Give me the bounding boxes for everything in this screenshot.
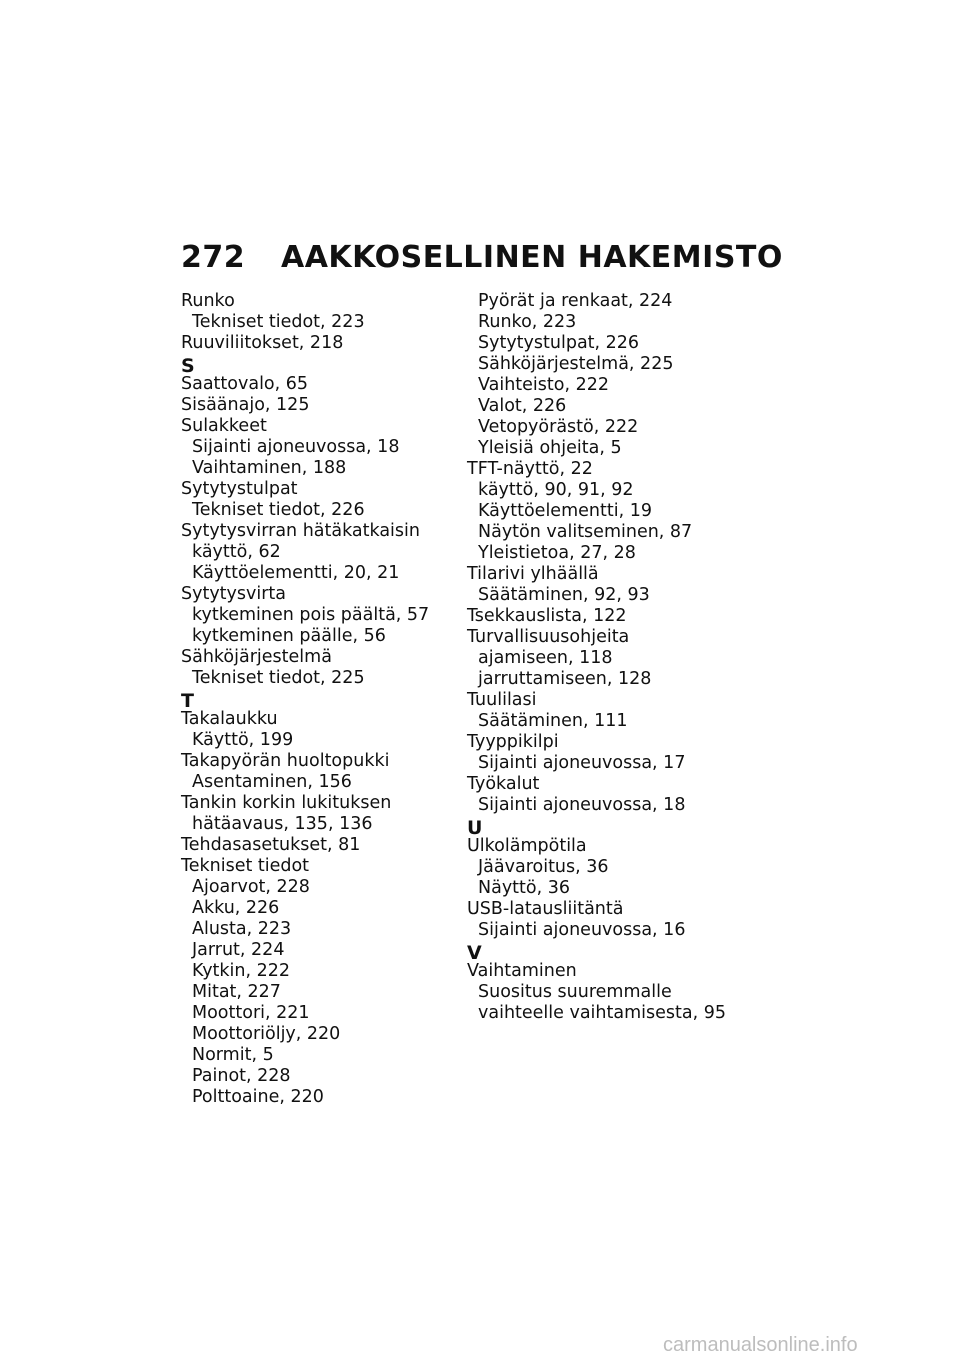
index-entry: Saattovalo, 65 bbox=[181, 374, 309, 394]
index-entry: Sytytysvirta bbox=[181, 584, 287, 604]
page-header bbox=[181, 240, 783, 275]
index-letter-heading: S bbox=[181, 355, 195, 377]
index-subentry: ajamiseen, 118 bbox=[478, 648, 613, 668]
index-subentry: Näytön valitseminen, 87 bbox=[478, 522, 693, 542]
index-subentry: Jarrut, 224 bbox=[192, 940, 285, 960]
index-subentry: Jäävaroitus, 36 bbox=[478, 857, 609, 877]
index-subentry: Käyttöelementti, 19 bbox=[478, 501, 652, 521]
index-subentry: kytkeminen pois päältä, 57 bbox=[192, 605, 430, 625]
index-letter-heading: U bbox=[467, 817, 483, 839]
index-subentry: Säätäminen, 111 bbox=[478, 711, 628, 731]
index-subentry: Yleisiä ohjeita, 5 bbox=[478, 438, 622, 458]
index-letter-heading: V bbox=[467, 942, 482, 964]
index-entry: Tyyppikilpi bbox=[467, 732, 559, 752]
index-subentry: Tekniset tiedot, 225 bbox=[192, 668, 365, 688]
index-subentry: Vaihtaminen, 188 bbox=[192, 458, 347, 478]
index-subentry: Asentaminen, 156 bbox=[192, 772, 352, 792]
page-title: AAKKOSELLINEN HAKEMISTO bbox=[281, 240, 783, 275]
index-subentry: Sijainti ajoneuvossa, 17 bbox=[478, 753, 686, 773]
index-subentry: Sijainti ajoneuvossa, 18 bbox=[192, 437, 400, 457]
index-entry: Vaihtaminen bbox=[467, 961, 577, 981]
index-subentry: Runko, 223 bbox=[478, 312, 577, 332]
index-entry: Tekniset tiedot bbox=[181, 856, 310, 876]
index-entry: Sytytysvirran hätäkatkaisin bbox=[181, 521, 420, 541]
index-subentry: Normit, 5 bbox=[192, 1045, 274, 1065]
index-entry: Sulakkeet bbox=[181, 416, 267, 436]
page-number: 272 bbox=[181, 240, 246, 275]
index-subentry: Sijainti ajoneuvossa, 18 bbox=[478, 795, 686, 815]
index-entry: Tsekkauslista, 122 bbox=[467, 606, 627, 626]
index-column-right bbox=[467, 291, 767, 1024]
index-subentry: Ajoarvot, 228 bbox=[192, 877, 310, 897]
index-subentry: Mitat, 227 bbox=[192, 982, 281, 1002]
index-entry: Tankin korkin lukituksen bbox=[181, 793, 392, 813]
index-subentry: Sijainti ajoneuvossa, 16 bbox=[478, 920, 686, 940]
index-entry: TFT-näyttö, 22 bbox=[467, 459, 593, 479]
index-letter-heading: T bbox=[181, 690, 194, 712]
index-entry: Ulkolämpötila bbox=[467, 836, 587, 856]
index-subentry: Valot, 226 bbox=[478, 396, 567, 416]
index-subentry: Käyttöelementti, 20, 21 bbox=[192, 563, 400, 583]
index-subentry: Vetopyörästö, 222 bbox=[478, 417, 639, 437]
watermark: carmanualsonline.info bbox=[663, 1334, 858, 1356]
index-subentry: Vaihteisto, 222 bbox=[478, 375, 609, 395]
index-subentry: Moottoriöljy, 220 bbox=[192, 1024, 341, 1044]
index-subentry: Polttoaine, 220 bbox=[192, 1087, 324, 1107]
index-entry: Turvallisuusohjeita bbox=[467, 627, 630, 647]
index-subentry: vaihteelle vaihtamisesta, 95 bbox=[478, 1003, 726, 1023]
index-subentry: Kytkin, 222 bbox=[192, 961, 291, 981]
index-subentry: Suositus suuremmalle bbox=[478, 982, 672, 1002]
index-subentry: kytkeminen päälle, 56 bbox=[192, 626, 386, 646]
index-subentry: käyttö, 62 bbox=[192, 542, 281, 562]
index-subentry: Sähköjärjestelmä, 225 bbox=[478, 354, 674, 374]
index-entry: Tehdasasetukset, 81 bbox=[181, 835, 361, 855]
index-subentry: Pyörät ja renkaat, 224 bbox=[478, 291, 673, 311]
index-subentry: hätäavaus, 135, 136 bbox=[192, 814, 373, 834]
index-subentry: Tekniset tiedot, 223 bbox=[192, 312, 365, 332]
index-entry: USB-latausliitäntä bbox=[467, 899, 624, 919]
index-subentry: Yleistietoa, 27, 28 bbox=[478, 543, 636, 563]
index-entry: Tilarivi ylhäällä bbox=[467, 564, 599, 584]
index-entry: Sähköjärjestelmä bbox=[181, 647, 332, 667]
index-subentry: Tekniset tiedot, 226 bbox=[192, 500, 365, 520]
index-entry: Takapyörän huoltopukki bbox=[181, 751, 390, 771]
index-column-left bbox=[181, 291, 451, 1108]
index-subentry: Moottori, 221 bbox=[192, 1003, 310, 1023]
index-subentry: Käyttö, 199 bbox=[192, 730, 294, 750]
index-entry: Takalaukku bbox=[181, 709, 278, 729]
index-entry: Sisäänajo, 125 bbox=[181, 395, 310, 415]
index-subentry: käyttö, 90, 91, 92 bbox=[478, 480, 634, 500]
index-subentry: Näyttö, 36 bbox=[478, 878, 570, 898]
index-entry: Sytytystulpat bbox=[181, 479, 298, 499]
index-subentry: Alusta, 223 bbox=[192, 919, 292, 939]
index-entry: Työkalut bbox=[467, 774, 540, 794]
index-subentry: jarruttamiseen, 128 bbox=[478, 669, 652, 689]
index-subentry: Akku, 226 bbox=[192, 898, 280, 918]
index-entry: Tuulilasi bbox=[467, 690, 537, 710]
index-entry: Ruuviliitokset, 218 bbox=[181, 333, 344, 353]
index-subentry: Säätäminen, 92, 93 bbox=[478, 585, 650, 605]
index-subentry: Painot, 228 bbox=[192, 1066, 291, 1086]
index-entry: Runko bbox=[181, 291, 235, 311]
index-subentry: Sytytystulpat, 226 bbox=[478, 333, 640, 353]
